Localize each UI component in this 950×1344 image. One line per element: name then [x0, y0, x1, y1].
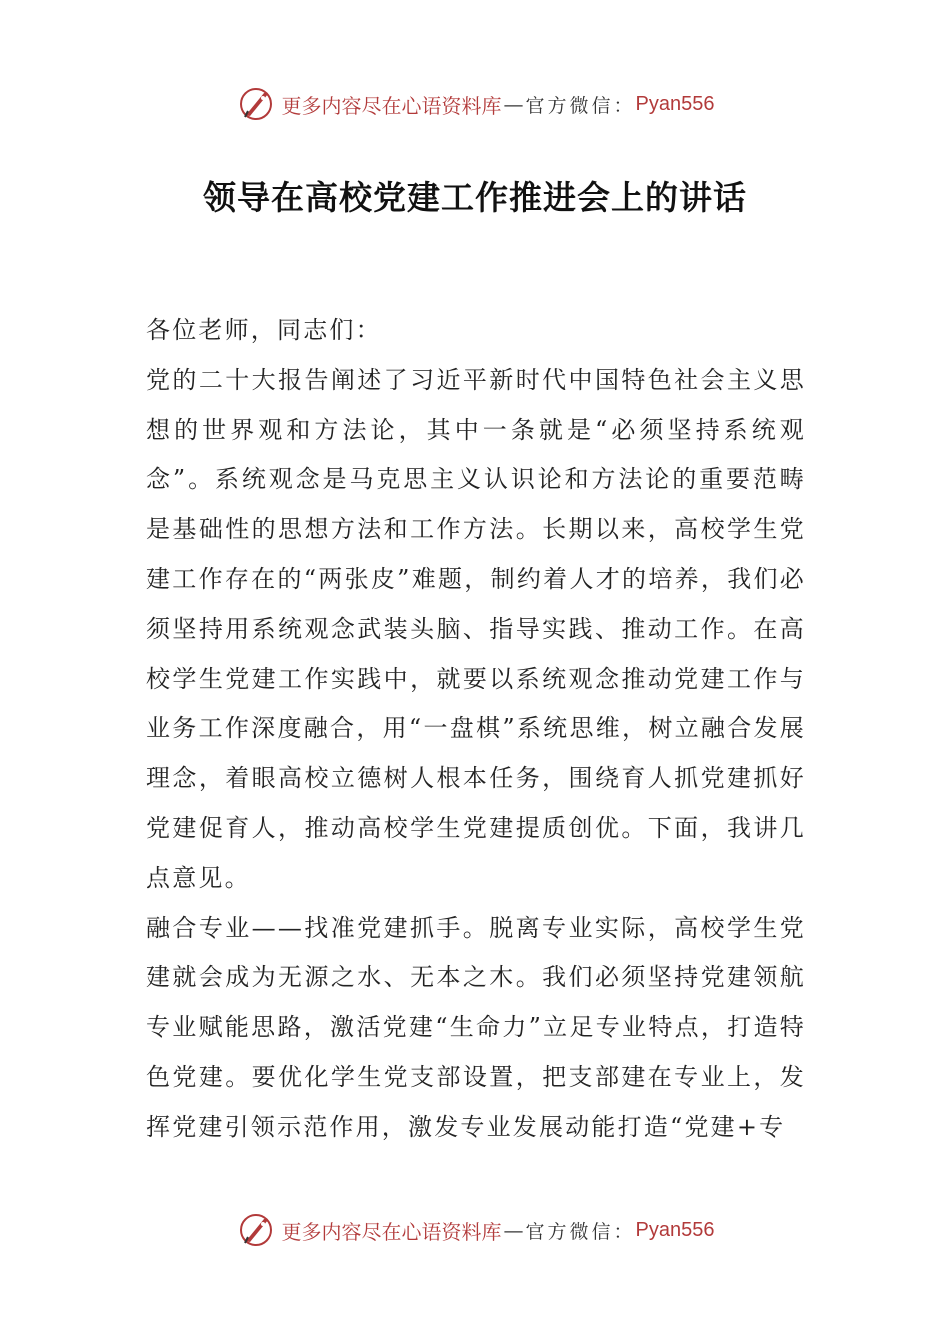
banner-separator: — — [503, 92, 524, 116]
banner-wechat-id: Pyan556 — [635, 92, 715, 115]
salutation: 各位老师，同志们： — [146, 316, 382, 344]
banner-text: 更多内容尽在心语资料库 — [281, 1219, 502, 1244]
paragraph: 党的二十大报告阐述了习近平新时代中国特色社会主义思想的世界观和方法论，其中一条就是“必须坚持系统观念”。系统观念是马克思主义认识论和方法论的重要范畴是基础性的思想方法和工作方法。长期以来，高校学生党建工作存在的“两张皮”难题，制约着人才的培养，我们必须坚持用系统观念武装头脑、指导实践、推动工作。在高校学生党建工作实践中，就要以系统观念推动党建工作与业务工作深度融合，用“一盘棋”系统思维，树立融合发展理念，着眼高校立德树人根本任务，围绕育人抓党建抓好党建促育人，推动高校学生党建提质创优。下面，我讲几点意见。 — [146, 365, 806, 892]
banner-wechat-id: Pyan556 — [635, 1218, 715, 1241]
banner-wechat-label: 官方微信： — [525, 94, 636, 117]
feather-pen-logo-icon — [236, 84, 276, 124]
banner-separator: — — [503, 1218, 524, 1242]
document-body — [146, 306, 806, 1153]
banner-text: 更多内容尽在心语资料库 — [281, 93, 502, 118]
banner-wechat-label: 官方微信： — [525, 1220, 636, 1243]
header-banner — [0, 82, 950, 126]
footer-banner — [0, 1208, 950, 1252]
paragraph: 融合专业——找准党建抓手。脱离专业实际，高校学生党建就会成为无源之水、无本之木。我们必须坚持党建领航专业赋能思路，激活党建“生命力”立足专业特点，打造特色党建。要优化学生党支部设置，把支部建在专业上，发挥党建引领示范作用，激发专业发展动能打造“党建+专 — [146, 913, 806, 1141]
feather-pen-logo-icon — [236, 1210, 276, 1250]
document-title: 领导在高校党建工作推进会上的讲话 — [203, 178, 747, 217]
